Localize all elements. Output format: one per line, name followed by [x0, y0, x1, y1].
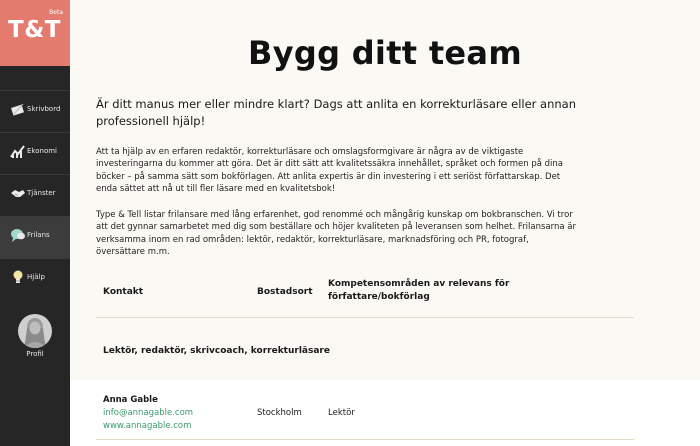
sidebar-item-tjanster[interactable]: [0, 174, 70, 216]
column-header-contact: Kontakt: [103, 287, 144, 297]
page-title: Bygg ditt team: [248, 34, 522, 72]
column-header-city: Bostadsort: [257, 287, 313, 297]
freelancer-name: Anna Gable: [103, 395, 158, 405]
writing-desk-icon: [10, 101, 26, 117]
group-title: Lektör, redaktör, skrivcoach, korrekturläsare: [103, 346, 330, 356]
sidebar-item-hjalp[interactable]: [0, 258, 70, 300]
sidebar-item-label: Ekonomi: [27, 147, 57, 155]
table-header: [96, 276, 634, 318]
intro-paragraph: Att ta hjälp av en erfaren redaktör, korrekturläsare och omslagsformgivare är några av de viktigaste investeringarna du kommer att göra. Det är ditt sätt att kvalitetssäkra innehållet, språket och formen på dina böcker – på samma sätt som bokförlagen. Att anlita expertis är din investering i ett seriöst författarskap. Det enda sättet att nå ut till fler läsare med en kvalitetsbok!: [96, 147, 563, 194]
website-link[interactable]: www.annagable.com: [103, 421, 192, 431]
speech-bubble-icon: [10, 227, 26, 243]
sidebar-item-label: Skrivbord: [27, 105, 61, 113]
sidebar-item-label: Frilans: [27, 231, 50, 239]
avatar[interactable]: [18, 314, 52, 348]
chart-icon: [10, 143, 26, 159]
table-row: [96, 393, 634, 439]
lead-text: Är ditt manus mer eller mindre klart? Dags att anlita en korrekturläsare eller annan professionell hjälp!: [96, 97, 577, 128]
lightbulb-icon: [10, 269, 26, 285]
city-cell: Stockholm: [257, 408, 302, 418]
beta-badge: Beta: [49, 9, 63, 16]
email-link[interactable]: info@annagable.com: [103, 408, 194, 418]
info-paragraph: Type & Tell listar frilansare med lång erfarenhet, god renommé och mångårig kunskap om bokbranschen. Vi tror att det gynnar samarbetet med dig som beställare och höjer kvaliteten på leveransen som helhet. Frilansarna är verksamma inom en rad områden: lektör, redaktör, korrekturläsare, marknadsföring och PR, fotograf, översättare m.m.: [96, 210, 576, 257]
row-divider: [96, 439, 634, 440]
area-cell: Lektör: [328, 408, 355, 418]
column-header-areas: Kompetensområden av relevans för författare/bokförlag: [328, 279, 510, 302]
sidebar: [0, 0, 70, 446]
profile-label[interactable]: Profil: [26, 350, 44, 358]
handshake-icon: [10, 185, 26, 201]
profile-silhouette-icon: [18, 314, 52, 348]
sidebar-item-label: Tjänster: [27, 189, 56, 197]
logo-text: T&T: [8, 17, 61, 43]
main-content: [70, 0, 700, 446]
sidebar-item-ekonomi[interactable]: [0, 132, 70, 174]
sidebar-item-skrivbord[interactable]: [0, 90, 70, 132]
logo[interactable]: [0, 0, 70, 66]
sidebar-item-label: Hjälp: [27, 273, 45, 281]
sidebar-item-frilans[interactable]: [0, 216, 70, 258]
